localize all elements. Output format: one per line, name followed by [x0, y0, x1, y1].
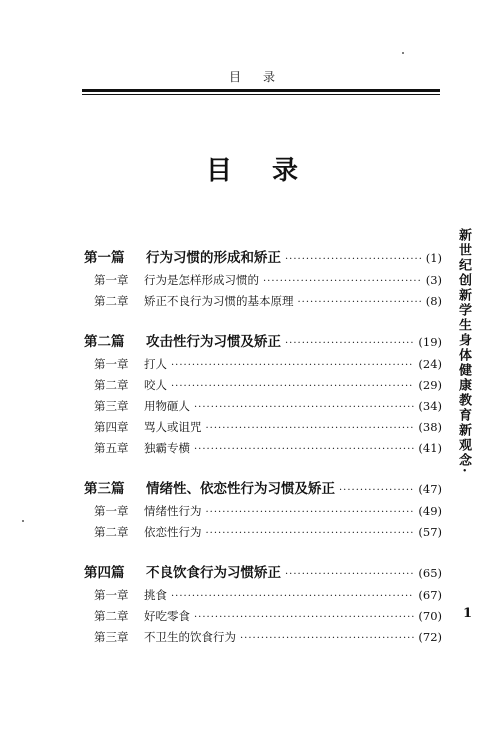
chapter-page: (57) [418, 525, 442, 539]
side-motto: 新世纪创新学生身体健康教育新观念· [456, 228, 471, 475]
table-of-contents [84, 246, 442, 648]
chapter-title: 独霸专横 [144, 441, 190, 455]
toc-chapter-entry[interactable] [84, 585, 442, 606]
leader-dots [285, 563, 414, 587]
scan-speck [402, 52, 404, 54]
leader-dots [194, 439, 414, 460]
chapter-title: 好吃零食 [144, 609, 190, 623]
chapter-label: 第一章 [94, 588, 129, 602]
header-rule-thick [82, 89, 440, 92]
toc-chapter-entry[interactable] [84, 270, 442, 291]
leader-dots [298, 292, 422, 313]
leader-dots [339, 479, 414, 503]
chapter-page: (67) [418, 588, 442, 602]
scan-speck [22, 520, 24, 522]
part-label: 第一篇 [84, 250, 125, 266]
toc-part-entry[interactable] [84, 561, 442, 585]
chapter-label: 第四章 [94, 420, 129, 434]
leader-dots [206, 418, 415, 439]
chapter-title: 不卫生的饮食行为 [144, 630, 236, 644]
toc-chapter-entry[interactable] [84, 354, 442, 375]
leader-dots [171, 376, 414, 397]
part-title: 攻击性行为习惯及矫正 [146, 334, 281, 350]
chapter-label: 第二章 [94, 294, 129, 308]
toc-chapter-entry[interactable] [84, 417, 442, 438]
part-label: 第三篇 [84, 481, 125, 497]
chapter-title: 行为是怎样形成习惯的 [144, 273, 259, 287]
leader-dots [240, 628, 414, 649]
leader-dots [285, 332, 414, 356]
chapter-title: 用物砸人 [144, 399, 190, 413]
chapter-page: (3) [425, 273, 442, 287]
chapter-label: 第二章 [94, 525, 129, 539]
toc-part [84, 330, 442, 459]
toc-chapter-entry[interactable] [84, 522, 442, 543]
part-title: 行为习惯的形成和矫正 [146, 250, 281, 266]
toc-part [84, 561, 442, 648]
chapter-title: 情绪性行为 [144, 504, 202, 518]
part-title: 情绪性、依恋性行为习惯及矫正 [146, 481, 335, 497]
chapter-page: (29) [418, 378, 442, 392]
toc-chapter-entry[interactable] [84, 438, 442, 459]
toc-chapter-entry[interactable] [84, 291, 442, 312]
leader-dots [171, 355, 414, 376]
toc-chapter-entry[interactable] [84, 396, 442, 417]
leader-dots [263, 271, 422, 292]
leader-dots [206, 523, 415, 544]
chapter-page: (8) [425, 294, 442, 308]
chapter-page: (49) [418, 504, 442, 518]
toc-part [84, 246, 442, 312]
chapter-page: (24) [418, 357, 442, 371]
leader-dots [285, 248, 422, 272]
chapter-label: 第三章 [94, 630, 129, 644]
toc-chapter-entry[interactable] [84, 501, 442, 522]
part-page: (19) [418, 335, 442, 349]
chapter-label: 第一章 [94, 273, 129, 287]
leader-dots [206, 502, 415, 523]
toc-part-entry[interactable] [84, 330, 442, 354]
part-label: 第四篇 [84, 565, 125, 581]
chapter-label: 第一章 [94, 357, 129, 371]
chapter-label: 第五章 [94, 441, 129, 455]
running-head: 目录 [228, 70, 297, 84]
toc-part-entry[interactable] [84, 477, 442, 501]
chapter-page: (41) [418, 441, 442, 455]
toc-part-entry[interactable] [84, 246, 442, 270]
chapter-title: 骂人或诅咒 [144, 420, 202, 434]
page-title: 目录 [205, 156, 338, 186]
chapter-title: 依恋性行为 [144, 525, 202, 539]
leader-dots [171, 586, 414, 607]
chapter-title: 挑食 [144, 588, 167, 602]
leader-dots [194, 607, 414, 628]
part-page: (47) [418, 482, 442, 496]
part-title: 不良饮食行为习惯矫正 [146, 565, 281, 581]
side-page-number: 1 [463, 606, 473, 621]
toc-chapter-entry[interactable] [84, 627, 442, 648]
chapter-page: (72) [418, 630, 442, 644]
toc-chapter-entry[interactable] [84, 375, 442, 396]
part-label: 第二篇 [84, 334, 125, 350]
chapter-label: 第二章 [94, 609, 129, 623]
part-page: (65) [418, 566, 442, 580]
header-rule-thin [82, 94, 440, 95]
chapter-title: 打人 [144, 357, 167, 371]
chapter-label: 第三章 [94, 399, 129, 413]
chapter-page: (70) [418, 609, 442, 623]
chapter-label: 第一章 [94, 504, 129, 518]
chapter-title: 咬人 [144, 378, 167, 392]
chapter-label: 第二章 [94, 378, 129, 392]
chapter-title: 矫正不良行为习惯的基本原理 [144, 294, 294, 308]
leader-dots [194, 397, 414, 418]
part-page: (1) [425, 251, 442, 265]
toc-chapter-entry[interactable] [84, 606, 442, 627]
toc-part [84, 477, 442, 543]
chapter-page: (38) [418, 420, 442, 434]
chapter-page: (34) [418, 399, 442, 413]
